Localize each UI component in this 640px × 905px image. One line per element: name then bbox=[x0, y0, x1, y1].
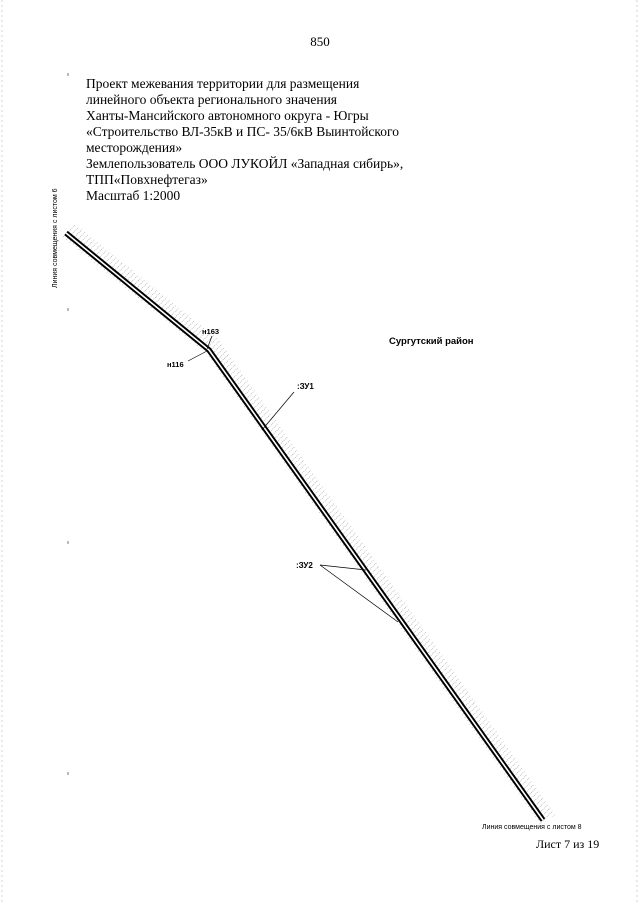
parcel-label-zu1: :ЗУ1 bbox=[297, 382, 314, 391]
title-line: «Строительство ВЛ-35кВ и ПС- 35/6кВ Выинтойского bbox=[86, 124, 399, 139]
title-line: ТПП«Повхнефтегаз» bbox=[86, 172, 208, 187]
parcel-label-zu2: :ЗУ2 bbox=[296, 561, 313, 570]
point-label-p2: н116 bbox=[167, 360, 184, 369]
route-line-outer bbox=[66, 233, 543, 820]
sheet-label: Лист 7 из 19 bbox=[536, 837, 600, 851]
title-line: линейного объекта регионального значения bbox=[86, 92, 338, 107]
parcel-zone-hatch bbox=[68, 230, 548, 820]
title-line: Проект межевания территории для размещения bbox=[86, 76, 360, 91]
page-number: 850 bbox=[310, 34, 330, 49]
title-line: Ханты-Мансийского автономного округа - Югры bbox=[86, 108, 369, 123]
point-label-p1: н163 bbox=[202, 327, 220, 336]
scale-label: Масштаб 1:2000 bbox=[86, 188, 181, 203]
match-line-left-label: Линия совмещения с листом 6 bbox=[52, 188, 59, 288]
district-label: Сургутский район bbox=[389, 336, 474, 347]
title-line: Землепользователь ООО ЛУКОЙЛ «Западная сибирь», bbox=[86, 156, 404, 171]
leader-line-p2 bbox=[188, 351, 207, 361]
match-line-bottom-label: Линия совмещения с листом 8 bbox=[482, 824, 582, 831]
route-line-inner bbox=[66, 233, 543, 820]
title-line: месторождения» bbox=[86, 140, 183, 155]
